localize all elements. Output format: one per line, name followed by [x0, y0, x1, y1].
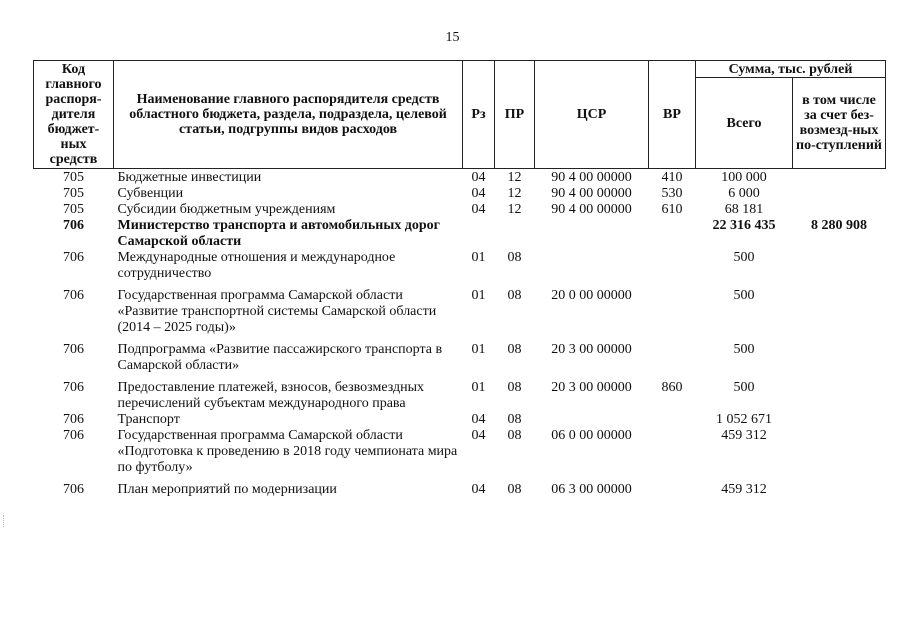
cell-csr: 90 4 00 00000	[551, 186, 632, 201]
cell-total: 22 316 435	[712, 218, 776, 233]
header-code: Код главного распоря-дителя бюджет-ных средств	[34, 61, 114, 169]
cell-csr: 90 4 00 00000	[551, 202, 632, 217]
cell-csr	[535, 412, 649, 428]
cell-pr: 08	[507, 250, 522, 265]
cell-name: Транспорт	[117, 412, 180, 427]
cell-csr: 20 3 00 00000	[551, 342, 632, 357]
cell-code: 706	[63, 218, 84, 233]
cell-code: 705	[63, 170, 84, 185]
header-rz: Рз	[463, 61, 495, 169]
budget-table	[33, 60, 886, 498]
cell-pr: 08	[507, 412, 522, 427]
cell-rz	[463, 218, 495, 250]
cell-rz: 04	[471, 202, 486, 217]
header-sum-group: Сумма, тыс. рублей	[696, 61, 886, 78]
page-number: 15	[445, 30, 460, 45]
cell-rz: 04	[471, 482, 486, 497]
cell-vr: 530	[661, 186, 683, 201]
table-row	[34, 202, 886, 218]
header-pr: ПР	[495, 61, 535, 169]
cell-pr: 12	[507, 202, 522, 217]
header-total: Всего	[696, 78, 793, 169]
cell-vr: 610	[661, 202, 683, 217]
cell-name: Предоставление платежей, взносов, безвозмездных перечислений субъектам международного права	[117, 380, 425, 411]
cell-pr: 08	[507, 482, 522, 497]
table-row	[34, 482, 886, 498]
cell-rz: 01	[471, 380, 486, 395]
header-name: Наименование главного распорядителя средств областного бюджета, раздела, подраздела, целевой статьи, подгруппы видов расходов	[114, 61, 463, 169]
cell-name: Подпрограмма «Развитие пассажирского транспорта в Самарской области»	[117, 342, 443, 373]
table-row	[34, 342, 886, 380]
table-header	[34, 61, 886, 169]
cell-total: 500	[733, 288, 755, 303]
cell-code: 705	[63, 186, 84, 201]
cell-code: 706	[63, 380, 84, 395]
cell-grants	[793, 186, 886, 202]
cell-vr: 860	[661, 380, 683, 395]
table-row	[34, 412, 886, 428]
cell-csr	[535, 250, 649, 288]
cell-pr: 08	[507, 288, 522, 303]
cell-grants	[793, 202, 886, 218]
margin-mark	[3, 515, 6, 527]
cell-rz: 01	[471, 342, 486, 357]
cell-rz: 01	[471, 288, 486, 303]
cell-csr: 06 3 00 00000	[551, 482, 632, 497]
table-row	[34, 288, 886, 342]
table-row	[34, 380, 886, 412]
cell-vr	[649, 412, 696, 428]
cell-grants	[793, 342, 886, 380]
cell-total: 500	[733, 250, 755, 265]
cell-pr	[495, 218, 535, 250]
table-row-ministry	[34, 218, 886, 250]
cell-pr: 08	[507, 380, 522, 395]
cell-csr: 06 0 00 00000	[551, 428, 632, 443]
cell-csr: 20 0 00 00000	[551, 288, 632, 303]
cell-grants	[793, 412, 886, 428]
cell-total: 68 181	[724, 202, 764, 217]
cell-name: Государственная программа Самарской области «Развитие транспортной системы Самарской области (2014 – 2025 годы)»	[117, 288, 437, 335]
header-vr: ВР	[649, 61, 696, 169]
table-row	[34, 169, 886, 187]
cell-vr	[649, 482, 696, 498]
cell-code: 706	[63, 428, 84, 443]
cell-name: Международные отношения и международное сотрудничество	[117, 250, 396, 281]
cell-rz: 04	[471, 412, 486, 427]
cell-grants	[793, 482, 886, 498]
table-row	[34, 186, 886, 202]
cell-grants	[793, 380, 886, 412]
cell-rz: 04	[471, 186, 486, 201]
cell-vr	[649, 428, 696, 482]
header-csr: ЦСР	[535, 61, 649, 169]
cell-code: 706	[63, 342, 84, 357]
cell-rz: 04	[471, 428, 486, 443]
cell-vr	[649, 218, 696, 250]
cell-name: Бюджетные инвестиции	[117, 170, 262, 185]
cell-pr: 12	[507, 186, 522, 201]
cell-total: 6 000	[728, 186, 760, 201]
cell-grants	[793, 288, 886, 342]
cell-total: 1 052 671	[716, 412, 772, 427]
cell-pr: 12	[507, 170, 522, 185]
cell-name: Государственная программа Самарской области «Подготовка к проведению в 2018 году чемпионата мира по футболу»	[117, 428, 458, 475]
cell-vr	[649, 342, 696, 380]
cell-pr: 08	[507, 342, 522, 357]
table-row	[34, 428, 886, 482]
cell-code: 706	[63, 482, 84, 497]
cell-name: Субвенции	[117, 186, 184, 201]
cell-total: 459 312	[721, 428, 767, 443]
cell-grants	[793, 169, 886, 187]
cell-csr	[535, 218, 649, 250]
header-grants: в том числе за счет без-возмезд-ных по-ступлений	[793, 78, 886, 169]
cell-name: План мероприятий по модернизации	[117, 482, 337, 497]
cell-code: 706	[63, 412, 84, 427]
cell-code: 706	[63, 288, 84, 303]
cell-code: 705	[63, 202, 84, 217]
cell-rz: 01	[471, 250, 486, 265]
table-row	[34, 250, 886, 288]
cell-total: 100 000	[721, 170, 767, 185]
cell-vr	[649, 288, 696, 342]
cell-grants	[793, 250, 886, 288]
cell-csr: 20 3 00 00000	[551, 380, 632, 395]
cell-csr: 90 4 00 00000	[551, 170, 632, 185]
cell-name: Министерство транспорта и автомобильных дорог Самарской области	[117, 218, 440, 249]
cell-grants	[793, 428, 886, 482]
cell-rz: 04	[471, 170, 486, 185]
cell-name: Субсидии бюджетным учреждениям	[117, 202, 336, 217]
table-body	[34, 169, 886, 499]
cell-code: 706	[63, 250, 84, 265]
cell-total: 459 312	[721, 482, 767, 497]
cell-grants: 8 280 908	[811, 218, 867, 233]
cell-total: 500	[733, 380, 755, 395]
cell-total: 500	[733, 342, 755, 357]
cell-vr: 410	[661, 170, 683, 185]
cell-vr	[649, 250, 696, 288]
cell-pr: 08	[507, 428, 522, 443]
